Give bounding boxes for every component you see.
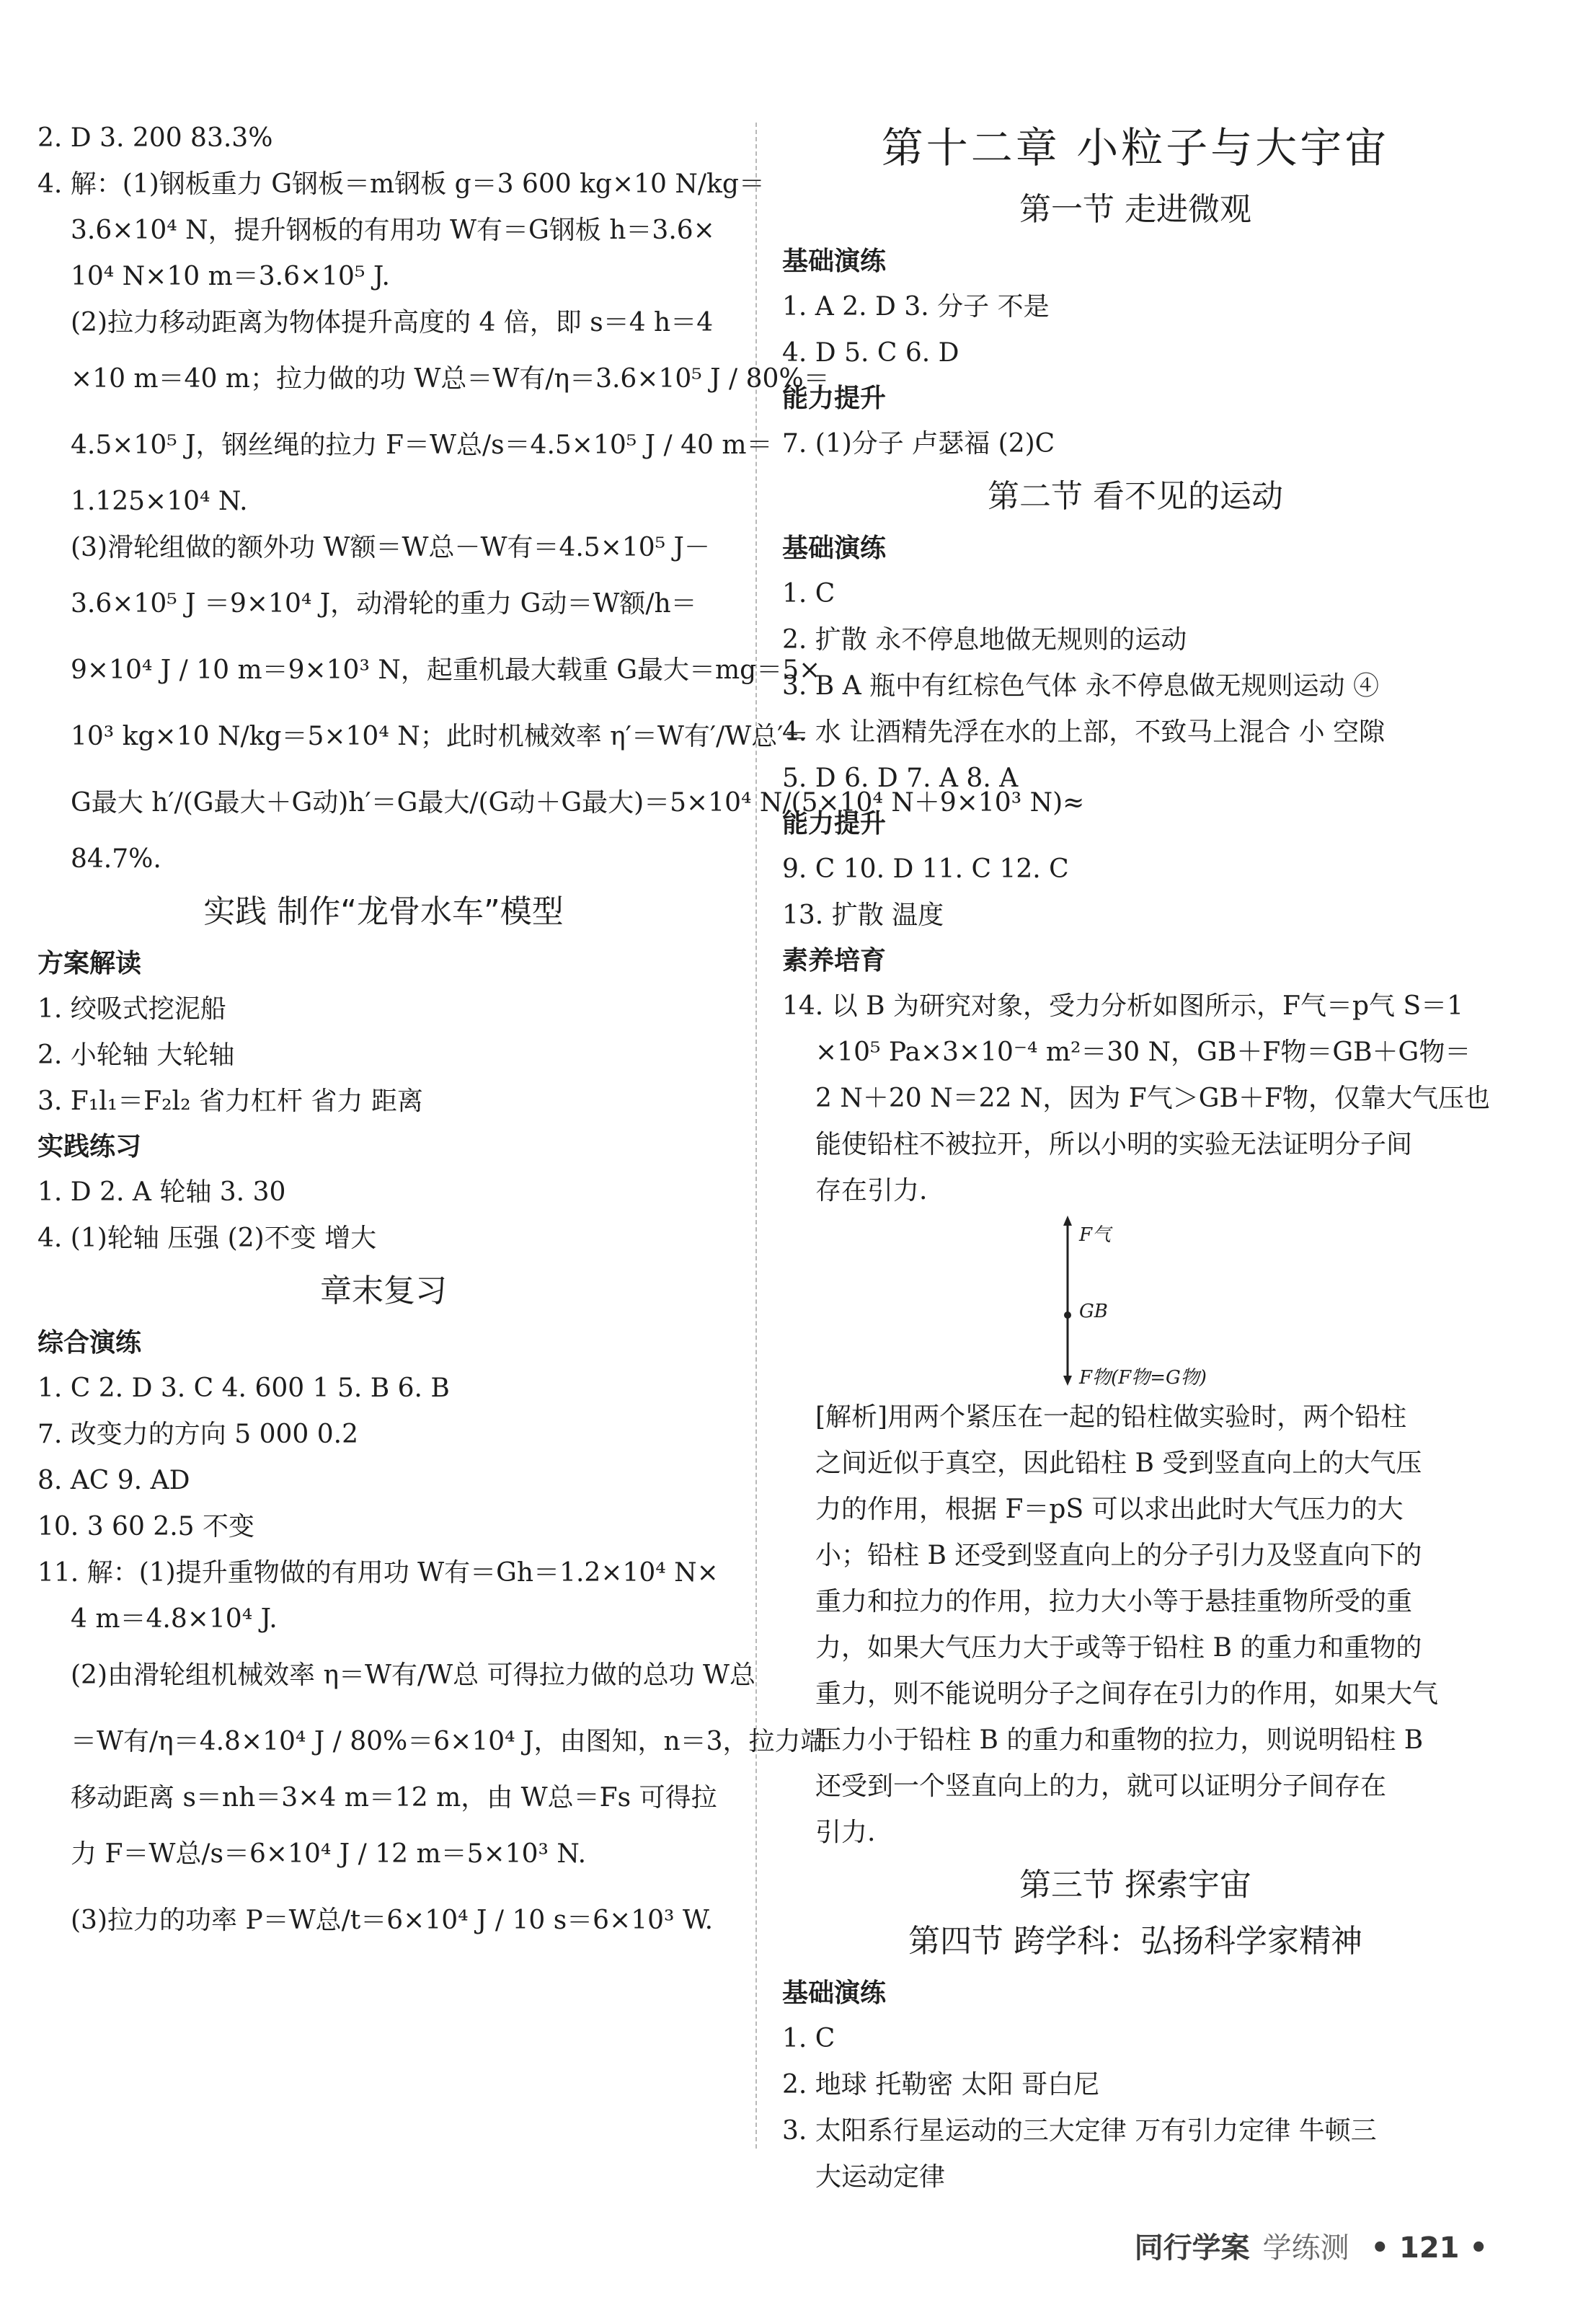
answer-line: ＝W有/η＝4.8×10⁴ J / 80%＝6×10⁴ J，由图知，n＝3，拉力端	[71, 1727, 827, 1756]
answer-line: 4.5×10⁵ J，钢丝绳的拉力 F＝W总/s＝4.5×10⁵ J / 40 m＝	[71, 430, 773, 460]
answer-line: 2. 小轮轴 大轮轴	[37, 1040, 235, 1070]
answer-line: 2. 扩散 永不停息地做无规则的运动	[782, 625, 1187, 655]
page-footer	[1135, 2225, 1488, 2266]
answer-line: 8. AC 9. AD	[37, 1466, 190, 1495]
answer-line: 84.7%.	[71, 844, 161, 874]
force-diagram	[782, 1214, 1489, 1394]
answer-line: 4. D 5. C 6. D	[782, 338, 959, 368]
subsection-title: 综合演练	[37, 1328, 142, 1358]
section-title: 第二节 看不见的运动	[988, 478, 1283, 515]
answer-line: (3)拉力的功率 P＝W总/t＝6×10⁴ J / 10 s＝6×10³ W.	[71, 1906, 714, 1935]
answer-line: 1. C 2. D 3. C 4. 600 1 5. B 6. B	[37, 1373, 450, 1403]
answer-line: 10³ kg×10 N/kg＝5×10⁴ N；此时机械效率 η′＝W有′/W总′＝	[71, 722, 810, 751]
answer-line: 3.6×10⁴ N，提升钢板的有用功 W有＝G钢板 h＝3.6×	[71, 216, 715, 245]
answer-line: ×10 m＝40 m；拉力做的功 W总＝W有/η＝3.6×10⁵ J / 80%＝	[71, 364, 830, 394]
answer-line: 3. F₁l₁＝F₂l₂ 省力杠杆 省力 距离	[37, 1087, 423, 1116]
answer-line: [解析]用两个紧压在一起的铅柱做实验时，两个铅柱	[815, 1402, 1407, 1432]
right-column	[782, 115, 1489, 2200]
answer-line: 还受到一个竖直向上的力，就可以证明分子间存在	[815, 1771, 1387, 1801]
answer-line: 1. 绞吸式挖泥船	[37, 994, 226, 1024]
answer-line: 重力，则不能说明分子之间存在引力的作用，如果大气	[815, 1679, 1439, 1709]
answer-line: 3. B A 瓶中有红棕色气体 永不停息做无规则运动 ④	[782, 671, 1380, 701]
answer-line: 之间近似于真空，因此铅柱 B 受到竖直向上的大气压	[815, 1448, 1422, 1478]
subsection-title: 基础演练	[782, 534, 887, 563]
answer-line: 3. 太阳系行星运动的三大定律 万有引力定律 牛顿三	[782, 2116, 1377, 2146]
answer-line: 11. 解：(1)提升重物做的有用功 W有＝Gh＝1.2×10⁴ N×	[37, 1558, 719, 1588]
answer-line: 引力.	[815, 1818, 876, 1847]
answer-line: (2)拉力移动距离为物体提升高度的 4 倍，即 s＝4 h＝4	[71, 308, 714, 337]
answer-line: 9. C 10. D 11. C 12. C	[782, 854, 1069, 884]
answer-line: 1. A 2. D 3. 分子 不是	[782, 292, 1050, 322]
answer-line: 10. 3 60 2.5 不变	[37, 1512, 254, 1541]
answer-line: 9×10⁴ J / 10 m＝9×10³ N，起重机最大载重 G最大＝mg＝5×	[71, 655, 821, 685]
answer-line: 4. 水 让酒精先浮在水的上部，不致马上混合 小 空隙	[782, 717, 1386, 747]
answer-line: 小；铅柱 B 还受到竖直向上的分子引力及竖直向下的	[815, 1541, 1422, 1570]
subsection-title: 能力提升	[782, 384, 887, 413]
answer-line: 4. 解：(1)钢板重力 G钢板＝m钢板 g＝3 600 kg×10 N/kg＝	[37, 169, 765, 199]
footer-brand: 同行学案	[1134, 2231, 1250, 2265]
subsection-title: 实践练习	[37, 1132, 142, 1162]
answer-line: 4. (1)轮轴 压强 (2)不变 增大	[37, 1224, 377, 1253]
answer-line: 1. C	[782, 579, 835, 609]
answer-line: ×10⁵ Pa×3×10⁻⁴ m²＝30 N，GB＋F物＝GB＋G物＝	[815, 1038, 1471, 1067]
answer-line: 5. D 6. D 7. A 8. A	[782, 764, 1019, 793]
answer-line: 大运动定律	[815, 2162, 946, 2192]
answer-line: 7. (1)分子 卢瑟福 (2)C	[782, 429, 1055, 459]
answer-line: (3)滑轮组做的额外功 W额＝W总－W有＝4.5×10⁵ J－	[71, 533, 710, 562]
answer-line: 1.125×10⁴ N.	[71, 487, 248, 516]
subsection-title: 素养培育	[782, 946, 887, 975]
footer-series: 学练测	[1262, 2231, 1349, 2265]
label-gb: GB	[1079, 1301, 1108, 1322]
answer-line: 2. 地球 托勒密 太阳 哥白尼	[782, 2070, 1100, 2100]
answer-line: 2 N＋20 N＝22 N，因为 F气＞GB＋F物，仅靠大气压也	[815, 1084, 1490, 1113]
answer-line: 7. 改变力的方向 5 000 0.2	[37, 1420, 358, 1449]
answer-line: 存在引力.	[815, 1176, 928, 1205]
label-f-air: F气	[1079, 1224, 1112, 1246]
label-f-object: F物(F物=G物)	[1079, 1367, 1207, 1389]
answer-line: 压力小于铅柱 B 的重力和重物的拉力，则说明铅柱 B	[815, 1725, 1424, 1755]
answer-line: (2)由滑轮组机械效率 η＝W有/W总 可得拉力做的总功 W总	[71, 1660, 756, 1690]
section-title: 第一节 走进微观	[1019, 191, 1251, 228]
subsection-title: 方案解读	[37, 949, 142, 978]
section-title: 章末复习	[320, 1273, 447, 1309]
subsection-title: 能力提升	[782, 809, 887, 839]
answer-line: 重力和拉力的作用，拉力大小等于悬挂重物所受的重	[815, 1587, 1413, 1616]
section-title: 第四节 跨学科：弘扬科学家精神	[908, 1923, 1362, 1960]
answer-line: 力的作用，根据 F＝pS 可以求出此时大气压力的大	[815, 1495, 1404, 1524]
subsection-title: 基础演练	[782, 247, 887, 276]
answer-line: 2. D 3. 200 83.3%	[37, 123, 273, 153]
answer-line: G最大 h′/(G最大＋G动)h′＝G最大/(G动＋G最大)＝5×10⁴ N/(5×10⁴ N＋9×10³ N)≈	[71, 788, 1085, 818]
answer-line: 10⁴ N×10 m＝3.6×10⁵ J.	[71, 262, 390, 291]
answer-line: 能使铅柱不被拉开，所以小明的实验无法证明分子间	[815, 1130, 1413, 1159]
answer-line: 1. D 2. A 轮轴 3. 30	[37, 1177, 286, 1207]
answer-line: 4 m＝4.8×10⁴ J.	[71, 1604, 278, 1634]
answer-line: 力，如果大气压力大于或等于铅柱 B 的重力和重物的	[815, 1633, 1422, 1663]
answer-line: 14. 以 B 为研究对象，受力分析如图所示，F气＝p气 S＝1	[782, 991, 1464, 1021]
section-title: 实践 制作“龙骨水车”模型	[203, 893, 564, 930]
section-title: 第三节 探索宇宙	[1019, 1867, 1251, 1903]
answer-line: 3.6×10⁵ J ＝9×10⁴ J，动滑轮的重力 G动＝W额/h＝	[71, 589, 697, 619]
answer-line: 移动距离 s＝nh＝3×4 m＝12 m，由 W总＝Fs 可得拉	[71, 1783, 717, 1813]
chapter-title: 第十二章 小粒子与大宇宙	[881, 123, 1390, 172]
answer-line: 13. 扩散 温度	[782, 901, 944, 930]
subsection-title: 基础演练	[782, 1978, 887, 2008]
answer-line: 力 F＝W总/s＝6×10⁴ J / 12 m＝5×10³ N.	[71, 1839, 587, 1869]
page-number: • 121 •	[1370, 2231, 1488, 2265]
answer-line: 1. C	[782, 2024, 835, 2053]
